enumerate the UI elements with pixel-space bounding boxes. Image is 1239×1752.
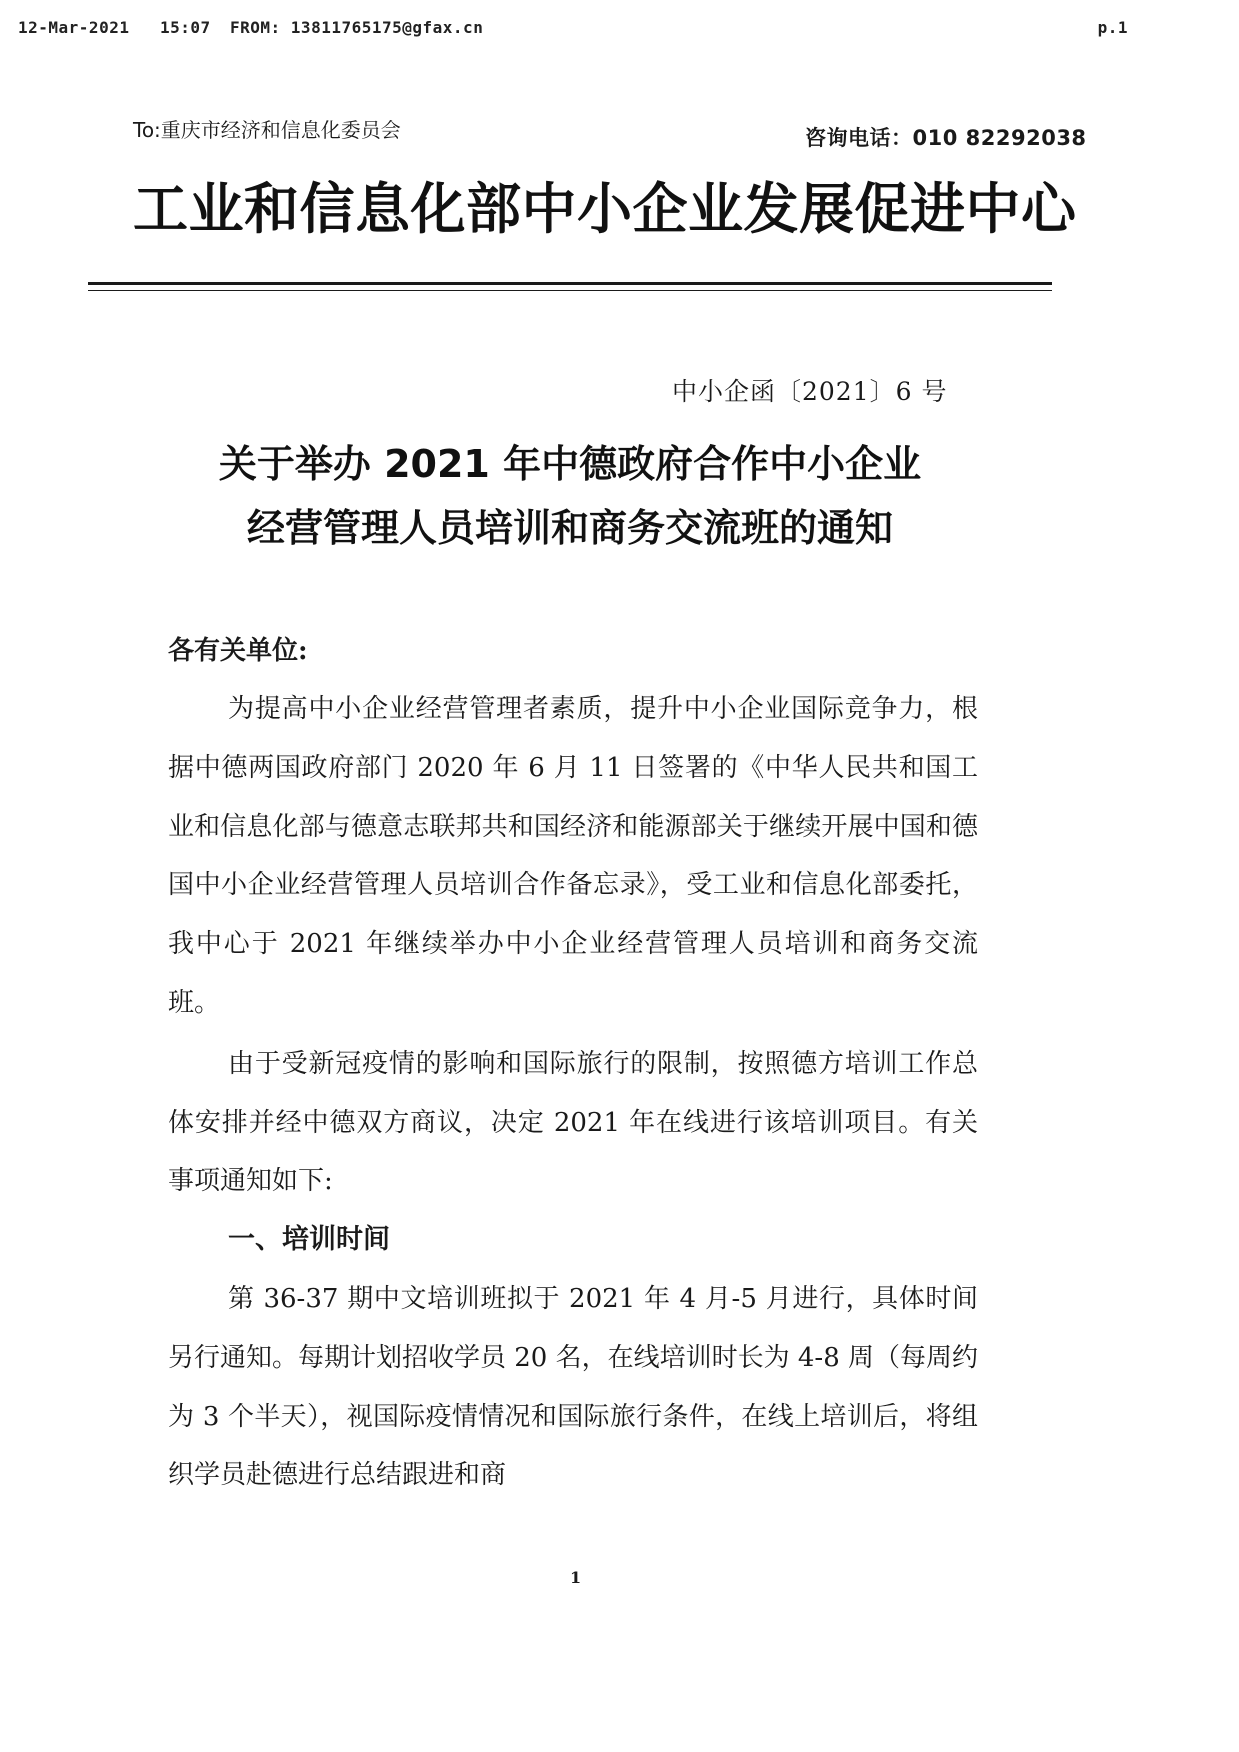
salutation: 各有关单位: xyxy=(168,636,308,666)
section-1-heading: 一、培训时间 xyxy=(228,1224,390,1256)
fax-time: 15:07 xyxy=(160,18,211,37)
paragraph-3: 第 36-37 期中文培训班拟于 2021 年 4 月-5 月进行，具体时间另行通知。每期计划招收学员 20 名，在线培训时长为 4-8 周（每周约为 3 个半天），视国际疫情情况和国际旅行条件，在线上培训后，将组织学员赴德进行总结跟进和商 xyxy=(168,1283,979,1491)
document-number: 中小企函〔2021〕6 号 xyxy=(672,377,948,406)
document-title xyxy=(150,432,990,560)
letterhead-rule-thin xyxy=(88,290,1052,291)
paragraph-2: 由于受新冠疫情的影响和国际旅行的限制，按照德方培训工作总体安排并经中德双方商议，决定 2021 年在线进行该培训项目。有关事项通知如下: xyxy=(168,1048,978,1197)
recipient-line: To:重庆市经济和信息化委员会 xyxy=(133,118,401,142)
fax-date: 12-Mar-2021 xyxy=(18,18,130,37)
document-body xyxy=(168,680,978,1505)
organization-title: 工业和信息化部中小企业发展促进中心 xyxy=(133,177,1077,241)
document-title-line-2: 经营管理人员培训和商务交流班的通知 xyxy=(246,506,893,550)
consult-phone: 咨询电话：010 82292038 xyxy=(805,126,1087,150)
paragraph-1: 为提高中小企业经营管理者素质，提升中小企业国际竞争力，根据中德两国政府部门 2020 年 6 月 11 日签署的《中华人民共和国工业和信息化部与德意志联邦共和国经济和能源部关于继续开展中国和德国中小企业经营管理人员培训合作备忘录》，受工业和信息化部委托，我中心于 2021 年继续举办中小企业经营管理人员培训和商务交流班。 xyxy=(168,694,978,1018)
page-number: 1 xyxy=(570,1568,582,1587)
fax-page: p.1 xyxy=(1097,18,1128,37)
fax-from: FROM: 13811765175@gfax.cn xyxy=(230,18,484,37)
letterhead-rule-thick xyxy=(88,282,1052,285)
document-title-line-1: 关于举办 2021 年中德政府合作中小企业 xyxy=(218,442,922,486)
